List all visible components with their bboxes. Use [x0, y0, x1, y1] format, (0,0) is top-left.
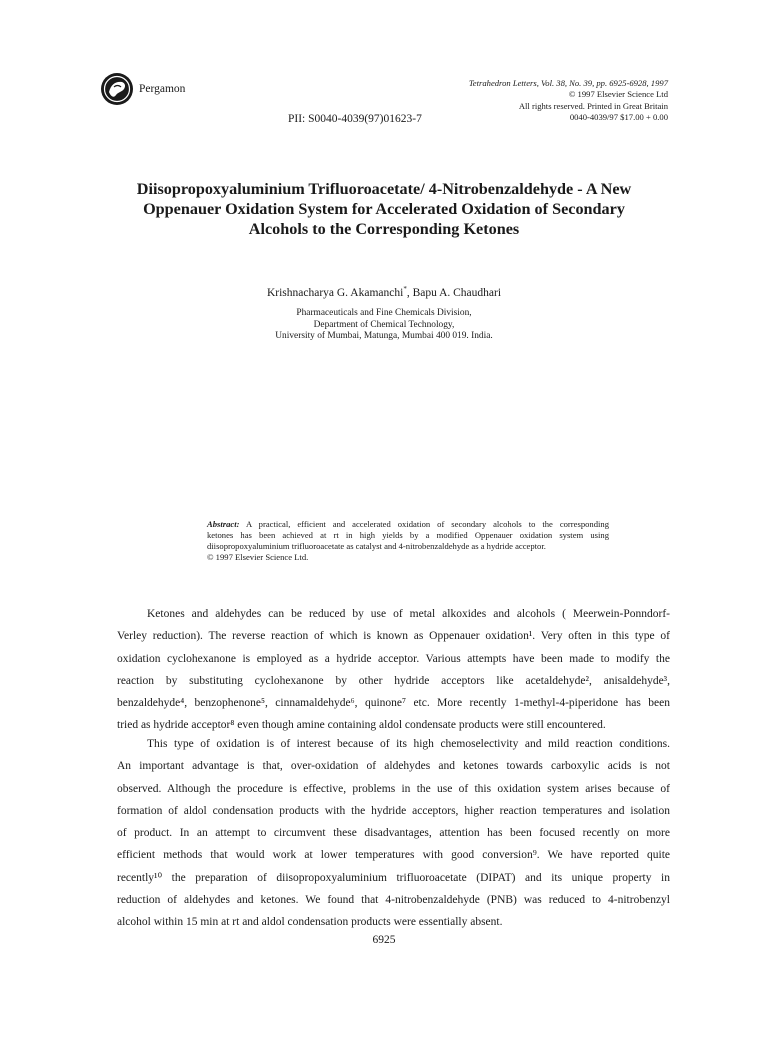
abstract-line: Abstract: A practical, efficient and accelerated oxidation of secondary alcohols to the corresponding: [207, 519, 609, 529]
text-line: oxidation cyclohexanone is employed as a hydride acceptor. Various attempts have been made to modify the: [117, 652, 670, 665]
text-line: An important advantage is that, over-oxidation of aldehydes and ketones towards carboxylic acids is not: [117, 760, 670, 773]
paragraph-intro: [117, 603, 670, 737]
abstract-copyright: © 1997 Elsevier Science Ltd.: [207, 551, 309, 562]
title-line: Diisopropoxyaluminium Trifluoroacetate/ 4-Nitrobenzaldehyde - A New: [136, 180, 632, 198]
text-line: Verley reduction). The reverse reaction of which is known as Oppenauer oxidation¹. Very often in this type of: [117, 630, 670, 643]
rights-line: All rights reserved. Printed in Great Britain: [518, 100, 668, 111]
text-line: efficient methods that would work at lower temperatures with good conversion⁹. We have reported quite: [117, 849, 670, 862]
author-name: , Bapu A. Chaudhari: [406, 286, 502, 299]
paragraph-background: [117, 733, 670, 934]
title-line: Oppenauer Oxidation System for Accelerated Oxidation of Secondary: [143, 200, 625, 218]
affiliation: [80, 308, 688, 343]
text-line: reduction of aldehydes and ketones. We found that 4-nitrobenzaldehyde (PNB) was reduced to 4-nitrobenzyl: [117, 894, 670, 907]
abstract-line: ketones has been achieved at rt in high yields by a modified Oppenauer oxidation system using: [207, 529, 609, 540]
abstract-label: Abstract:: [207, 519, 240, 529]
page-number: 6925: [372, 934, 396, 946]
publisher-logo: [100, 72, 134, 106]
title-line: Alcohols to the Corresponding Ketones: [248, 220, 520, 238]
text-line: Ketones and aldehydes can be reduced by use of metal alkoxides and alcohols ( Meerwein-Ponndorf-: [147, 608, 670, 620]
text-line: formation of aldol condensation products with the hydride acceptors, higher reaction temperatures and isolation: [117, 804, 670, 817]
text-line: alcohol within 15 min at rt and aldol condensation products were essentially absent.: [117, 916, 503, 929]
journal-info: [469, 78, 668, 123]
text-line: tried as hydride acceptor⁸ even though amine containing aldol condensate products were still encountered.: [117, 719, 606, 732]
text-line: reaction by substituting cyclohexanone by other hydride acceptors like acetaldehyde², anisaldehyde³,: [117, 674, 670, 687]
text-line: recently¹⁰ the preparation of diisopropoxyaluminium trifluoroacetate (DIPAT) and its unique property in: [117, 871, 670, 884]
text-line: observed. Although the procedure is effective, problems in the use of this oxidation system arises because of: [117, 782, 670, 795]
price-line: 0040-4039/97 $17.00 + 0.00: [569, 111, 668, 122]
corresponding-mark: *: [403, 285, 407, 293]
pii-identifier: PII: S0040-4039(97)01623-7: [288, 113, 422, 125]
abstract: [207, 519, 609, 563]
journal-citation: Tetrahedron Letters, Vol. 38, No. 39, pp. 6925-6928, 1997: [468, 78, 668, 88]
author-name: Krishnacharya G. Akamanchi: [266, 286, 404, 299]
affiliation-line: Department of Chemical Technology,: [313, 319, 455, 330]
copyright-line: © 1997 Elsevier Science Ltd: [568, 89, 668, 100]
abstract-line: diisopropoxyaluminium trifluoroacetate as catalyst and 4-nitrobenzaldehyde as a hydride acceptor.: [207, 540, 546, 551]
text-line: of product. In an attempt to circumvent these disadvantages, attention has been focused recently on more: [117, 827, 670, 840]
text-line: This type of oxidation is of interest because of its high chemoselectivity and mild reaction conditions.: [147, 738, 670, 750]
affiliation-line: University of Mumbai, Matunga, Mumbai 400 019. India.: [275, 331, 493, 342]
publisher-name: Pergamon: [139, 83, 186, 95]
authors: [80, 285, 688, 299]
affiliation-line: Pharmaceuticals and Fine Chemicals Division,: [296, 308, 472, 318]
text-line: benzaldehyde⁴, benzophenone⁵, cinnamaldehyde⁶, quinone⁷ etc. More recently 1-methyl-4-piperidone has been: [117, 697, 670, 710]
article-title: [80, 179, 688, 239]
